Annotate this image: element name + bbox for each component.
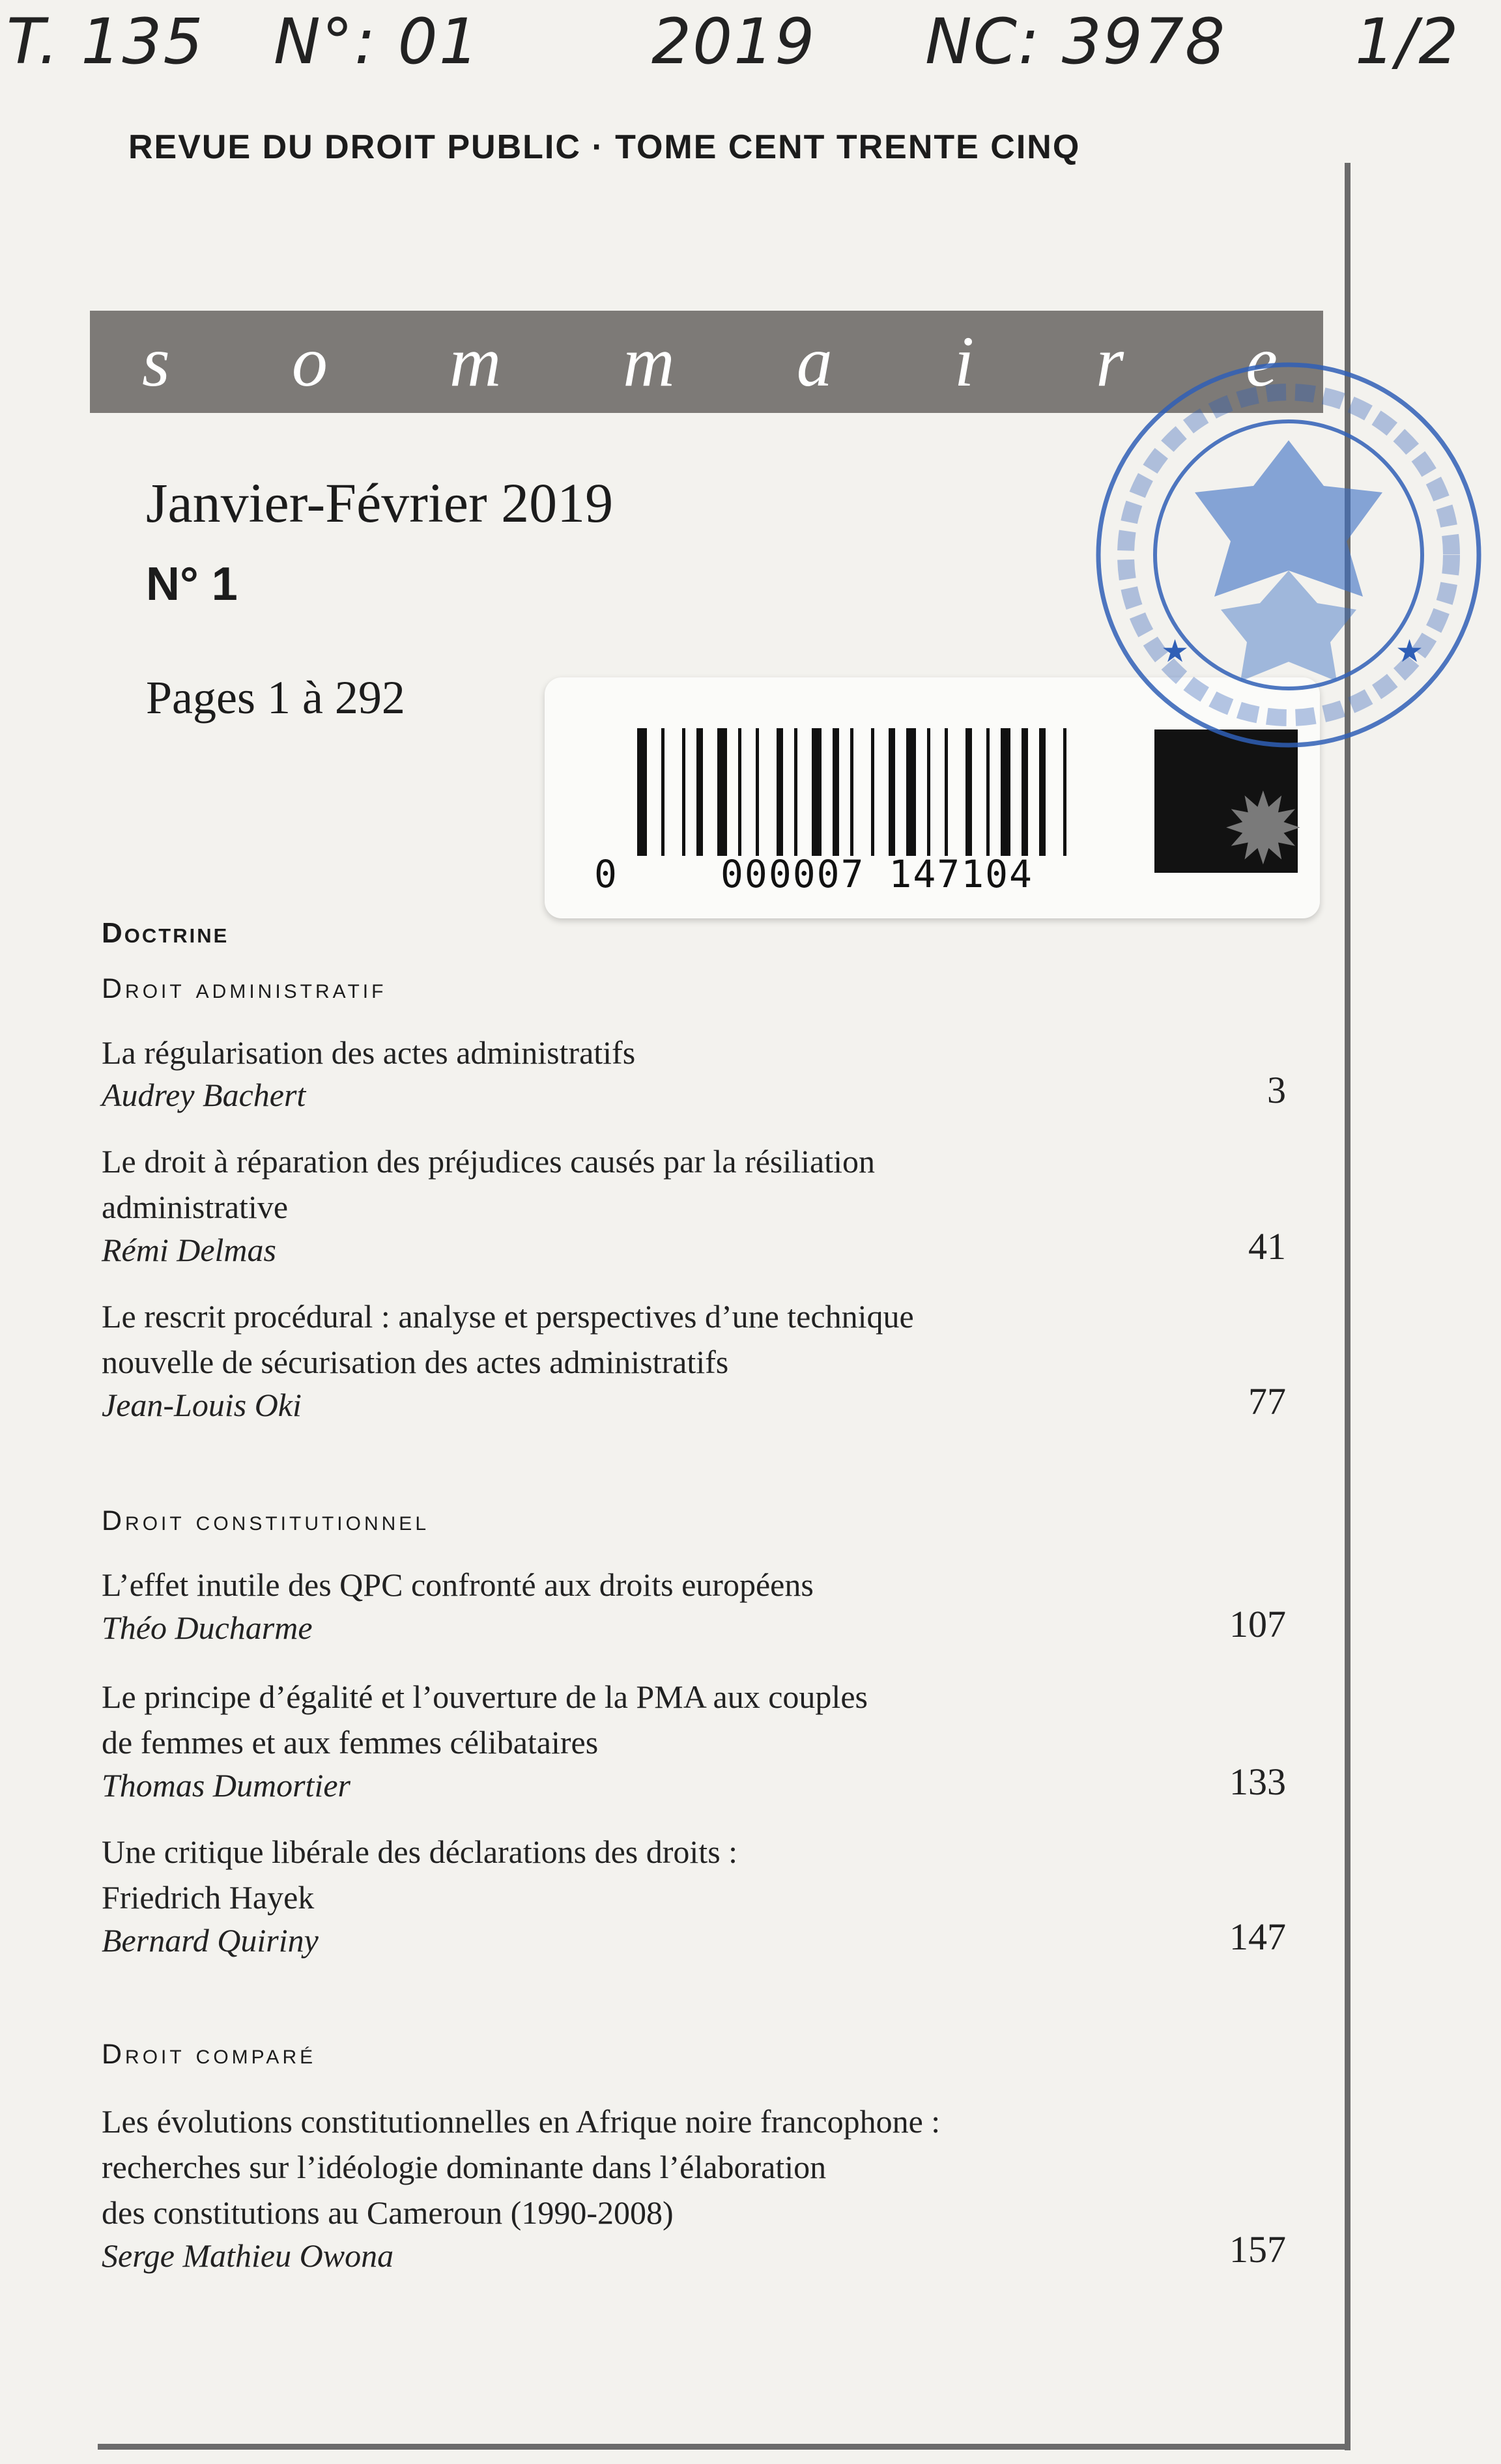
article-title: L’effet inutile des QPC confronté aux droits européens <box>102 1566 814 1603</box>
barcode-bar <box>927 728 930 856</box>
article-title: La régularisation des actes administratifs <box>102 1034 636 1071</box>
barcode-bar <box>738 728 741 856</box>
handwritten-year: 2019 <box>651 5 816 78</box>
barcode-bar <box>889 728 895 856</box>
barcode-bar <box>682 728 685 856</box>
issue-date: Janvier-Février 2019 <box>146 472 614 534</box>
article-author: Audrey Bachert <box>102 1077 306 1113</box>
band-letter: e <box>1246 322 1278 401</box>
article-author: Théo Ducharme <box>102 1609 313 1646</box>
barcode-bars <box>637 728 1119 856</box>
cover-frame-bottom <box>98 2444 1351 2450</box>
handwritten-part: 1/2 <box>1355 5 1460 78</box>
svg-text:★: ★ <box>1161 633 1190 670</box>
band-letter: m <box>623 322 675 401</box>
handwritten-catalogue-marks <box>0 5 1501 83</box>
section-doctrine-label: Doctrine <box>102 917 229 949</box>
article-page: 3 <box>1267 1069 1286 1111</box>
barcode-bar <box>794 728 797 856</box>
article-title: Les évolutions constitutionnelles en Afrique noire francophone : recherches sur l’idéologie dominante dans l’élaboration des constitutions au Cameroun (1990-2008) <box>102 2103 941 2231</box>
band-letter: r <box>1096 322 1124 401</box>
article-page: 133 <box>1229 1761 1286 1803</box>
article-title: Une critique libérale des déclarations des droits : Friedrich Hayek <box>102 1834 738 1916</box>
subsection-label: Droit constitutionnel <box>102 1505 430 1536</box>
barcode-bar <box>756 728 759 856</box>
handwritten-number: N°: 01 <box>274 5 480 78</box>
barcode-bar <box>1039 728 1046 856</box>
library-star-icon: ✹ <box>1222 776 1304 885</box>
band-letter: a <box>796 322 833 401</box>
subsection-label: Droit comparé <box>102 2039 317 2070</box>
article-page: 107 <box>1229 1603 1286 1645</box>
svg-text:★: ★ <box>1395 633 1424 670</box>
barcode-bar <box>637 728 647 856</box>
barcode-bar <box>986 728 990 856</box>
barcode-number: 000007 147104 <box>721 852 1033 896</box>
issue-number: N° 1 <box>146 558 238 610</box>
article-author: Bernard Quiriny <box>102 1922 319 1959</box>
article-title: Le principe d’égalité et l’ouverture de la PMA aux couples de femmes et aux femmes célibataires <box>102 1678 868 1761</box>
barcode-prefix: 0 <box>594 852 617 896</box>
band-letter: o <box>291 322 328 401</box>
subsection-droit-compare <box>102 2039 316 2071</box>
barcode-bar <box>945 728 948 856</box>
barcode-bar <box>871 728 874 856</box>
barcode-bar <box>850 728 853 856</box>
article-author: Thomas Dumortier <box>102 1767 350 1804</box>
article-author: Serge Mathieu Owona <box>102 2237 394 2274</box>
barcode-bar <box>906 728 916 856</box>
barcode-bar <box>717 728 727 856</box>
barcode-bar <box>777 728 783 856</box>
library-stamp-icon <box>1089 356 1488 754</box>
article-title: Le droit à réparation des préjudices causés par la résiliation administrative <box>102 1143 876 1225</box>
page-range: Pages 1 à 292 <box>146 672 405 724</box>
barcode-bar <box>696 728 703 856</box>
subsection-label: Droit administratif <box>102 973 387 1004</box>
barcode-bar <box>1022 728 1028 856</box>
barcode-bar <box>1063 728 1066 856</box>
barcode-bar <box>661 728 665 856</box>
article-page: 41 <box>1248 1225 1286 1267</box>
journal-title: REVUE DU DROIT PUBLIC · TOME CENT TRENTE CINQ <box>128 128 1081 166</box>
section-doctrine <box>102 917 229 950</box>
article-page: 77 <box>1248 1380 1286 1423</box>
handwritten-shelfmark: T. 135 <box>7 5 205 78</box>
band-letter: m <box>449 322 502 401</box>
article-page: 157 <box>1229 2228 1286 2271</box>
handwritten-call-number: NC: 3978 <box>925 5 1227 78</box>
barcode-bar <box>812 728 822 856</box>
barcode-bar <box>1001 728 1010 856</box>
band-letter: s <box>142 322 170 401</box>
article-author: Rémi Delmas <box>102 1232 276 1268</box>
band-letter: i <box>954 322 975 401</box>
article-title: Le rescrit procédural : analyse et perspectives d’une technique nouvelle de sécurisation des actes administratifs <box>102 1298 914 1380</box>
barcode-bar <box>965 728 972 856</box>
subsection-droit-constitutionnel <box>102 1505 429 1537</box>
article-page: 147 <box>1229 1916 1286 1958</box>
subsection-droit-administratif <box>102 973 386 1005</box>
barcode-bar <box>833 728 839 856</box>
article-author: Jean-Louis Oki <box>102 1387 302 1423</box>
